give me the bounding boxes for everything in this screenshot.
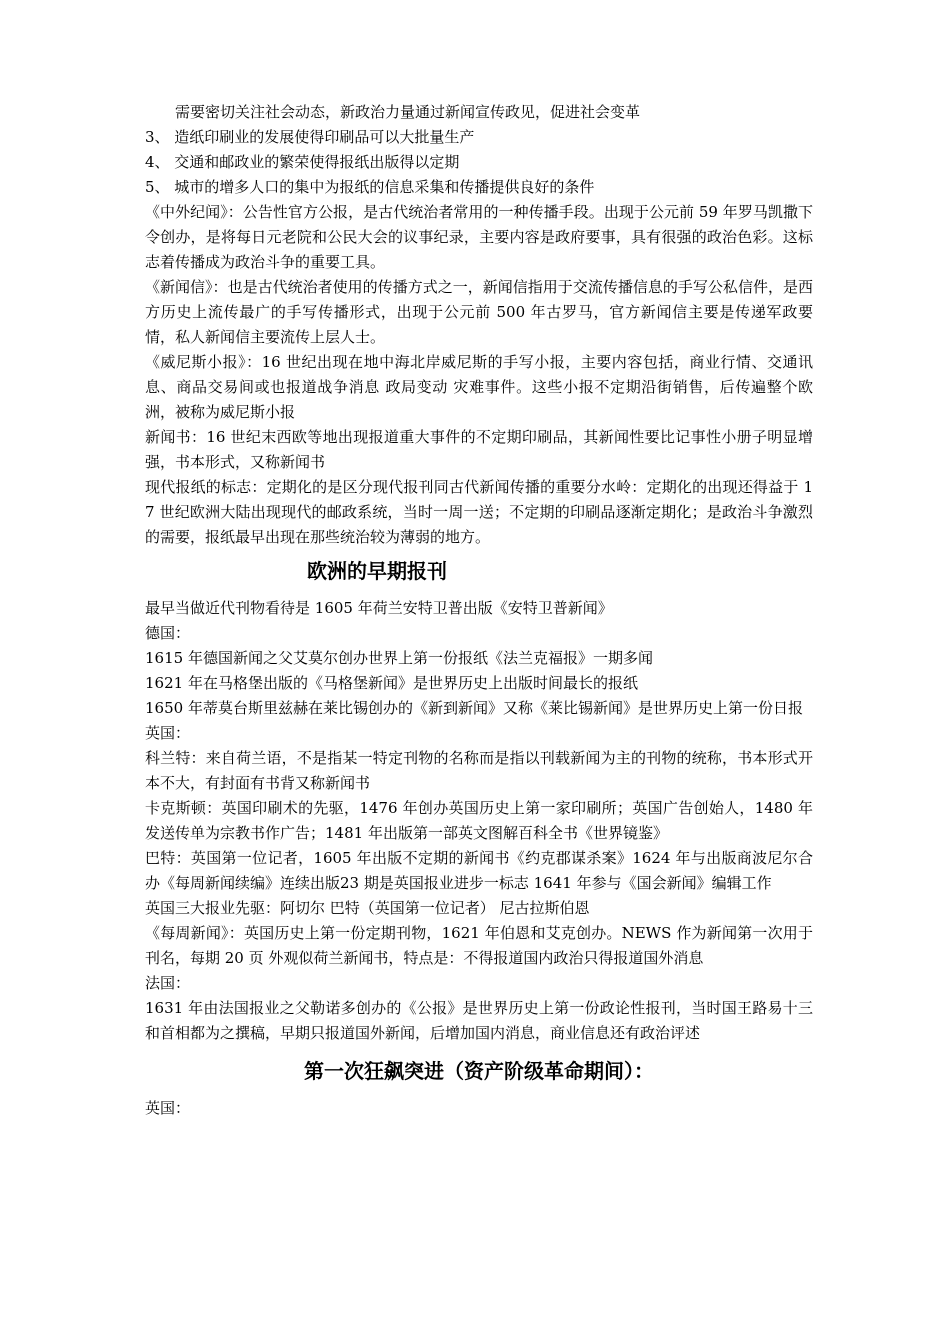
paragraph: 英国： (145, 724, 191, 742)
section-heading: 欧洲的早期报刊 (307, 559, 447, 583)
paragraph: 《中外纪闻》：公告性官方公报，是古代统治者常用的一种传播手段。出现于公元前 59 年罗马凯撒下令创办，是将每日元老院和公民大会的议事纪录，主要内容是政府要事，具有很强的政治色彩。这标志着传播成为政治斗争的重要工具。 (145, 203, 813, 271)
paragraph: 《新闻信》：也是古代统治者使用的传播方式之一，新闻信指用于交流传播信息的手写公私信件，是西方历史上流传最广的手写传播形式，出现于公元前 500 年古罗马，官方新闻信主要是传递军政要情，私人新闻信主要流传上层人士。 (145, 278, 813, 346)
paragraph: 英国三大报业先驱：阿切尔 巴特（英国第一位记者） 尼古拉斯伯恩 (145, 899, 590, 917)
paragraph: 3、 造纸印刷业的发展使得印刷品可以大批量生产 (145, 128, 475, 146)
paragraph: 法国： (145, 974, 191, 992)
paragraph: 巴特：英国第一位记者，1605 年出版不定期的新闻书《约克郡谋杀案》1624 年与出版商波尼尔合办《每周新闻续编》连续出版23 期是英国报业进步一标志 1641 年参与《国会新闻》编辑工作 (145, 849, 813, 892)
paragraph: 卡克斯顿：英国印刷术的先驱，1476 年创办英国历史上第一家印刷所；英国广告创始人，1480 年发送传单为宗教书作广告；1481 年出版第一部英文图解百科全书《世界镜鉴》 (145, 799, 813, 842)
paragraph: 德国： (145, 624, 191, 642)
paragraph: 需要密切关注社会动态，新政治力量通过新闻宣传政见，促进社会变革 (175, 103, 641, 121)
paragraph: 5、 城市的增多人口的集中为报纸的信息采集和传播提供良好的条件 (145, 178, 595, 196)
paragraph: 1621 年在马格堡出版的《马格堡新闻》是世界历史上出版时间最长的报纸 (145, 674, 638, 692)
paragraph: 1650 年蒂莫台斯里兹赫在莱比锡创办的《新到新闻》又称《莱比锡新闻》是世界历史上第一份日报 (145, 699, 803, 717)
paragraph: 《每周新闻》：英国历史上第一份定期刊物，1621 年伯恩和艾克创办。NEWS 作为新闻第一次用于刊名，每期 20 页 外观似荷兰新闻书，特点是：不得报道国内政治只得报道国外消息 (145, 924, 813, 967)
paragraph: 英国： (145, 1099, 191, 1117)
paragraph: 《威尼斯小报》：16 世纪出现在地中海北岸威尼斯的手写小报，主要内容包括，商业行情、交通讯息、商品交易间或也报道战争消息 政局变动 灾难事件。这些小报不定期沿街销售，后传遍整个欧洲，被称为威尼斯小报 (145, 353, 813, 421)
paragraph: 1615 年德国新闻之父艾莫尔创办世界上第一份报纸《法兰克福报》一期多闻 (145, 649, 653, 667)
paragraph: 科兰特：来自荷兰语，不是指某一特定刊物的名称而是指以刊载新闻为主的刊物的统称，书本形式开本不大，有封面有书背又称新闻书 (145, 749, 813, 792)
paragraph: 现代报纸的标志：定期化的是区分现代报刊同古代新闻传播的重要分水岭：定期化的出现还得益于 17 世纪欧洲大陆出现现代的邮政系统，当时一周一送；不定期的印刷品逐渐定期化；是政治斗争激烈的需要，报纸最早出现在那些统治较为薄弱的地方。 (145, 478, 813, 546)
section-heading: 第一次狂飙突进（资产阶级革命期间）： (304, 1059, 654, 1083)
paragraph: 最早当做近代刊物看待是 1605 年荷兰安特卫普出版《安特卫普新闻》 (145, 599, 613, 617)
paragraph: 新闻书：16 世纪末西欧等地出现报道重大事件的不定期印刷品，其新闻性要比记事性小册子明显增强，书本形式，又称新闻书 (145, 428, 813, 471)
document-page (145, 100, 813, 1121)
paragraph: 1631 年由法国报业之父勒诺多创办的《公报》是世界历史上第一份政论性报刊，当时国王路易十三 和首相都为之撰稿，早期只报道国外新闻，后增加国内消息，商业信息还有政治评述 (145, 999, 813, 1042)
paragraph: 4、 交通和邮政业的繁荣使得报纸出版得以定期 (145, 153, 460, 171)
